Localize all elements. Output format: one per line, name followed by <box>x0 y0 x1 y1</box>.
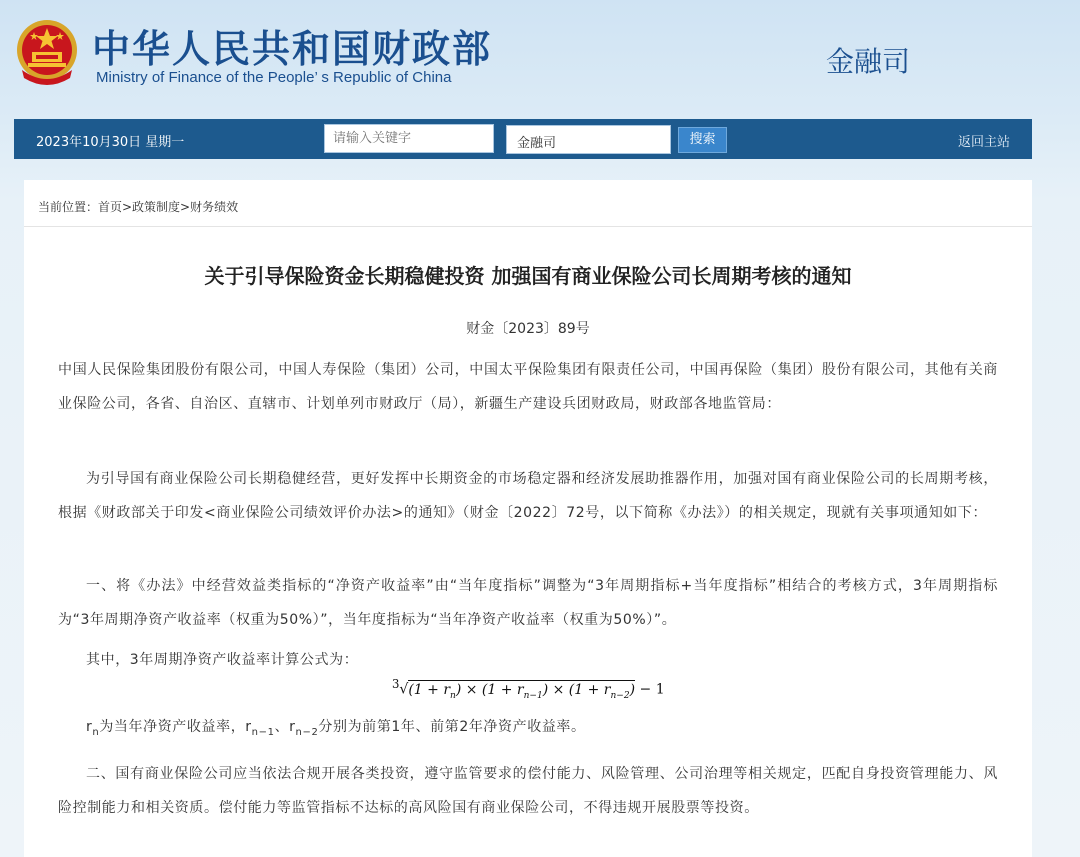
article-panel <box>24 180 1032 857</box>
clause-one-paragraph: 一、将《办法》中经营效益类指标的“净资产收益率”由“当年度指标”调整为“3年周期指标+当年度指标”相结合的考核方式，3年周期指标为“3年周期净资产收益率（权重为50%）”，当年度指标为“当年净资产收益率（权重为50%）”。 <box>58 578 998 628</box>
national-emblem-icon[interactable] <box>14 18 80 88</box>
formula-intro-paragraph: 其中，3年周期净资产收益率计算公式为： <box>86 652 359 668</box>
formula: $^3√(1 + r_n) \times (1 + r_{n-1}) \times (1 + r_{n-2}) - 1$ <box>392 677 665 701</box>
site-title-en[interactable]: Ministry of Finance of the People’ s Republic of China <box>96 69 452 86</box>
clause-two-paragraph: 二、国有商业保险公司应当依法合规开展各类投资，遵守监管要求的偿付能力、风险管理、公司治理等相关规定，匹配自身投资管理能力、风险控制能力和相关资质。偿付能力等监管指标不达标的高风险国有商业保险公司，不得违规开展股票等投资。 <box>58 766 998 816</box>
search-button[interactable]: 搜索 <box>678 127 727 153</box>
intro-paragraph: 为引导国有商业保险公司长期稳健经营，更好发挥中长期资金的市场稳定器和经济发展助推器作用，加强对国有商业保险公司的长周期考核，根据《财政部关于印发<商业保险公司绩效评价办法>的通知》（财金〔2022〕72号，以下简称《办法》）的相关规定，现就有关事项通知如下： <box>58 471 998 521</box>
search-scope-select[interactable]: 金融司 <box>506 125 671 154</box>
top-navbar <box>14 119 1032 159</box>
formula-explanation-paragraph: $r_n$为当年净资产收益率，$r_{n-1}$、$r_{n-2}$分别为前第1年、前第2年净资产收益率。 <box>86 719 586 738</box>
breadcrumb[interactable]: 当前位置：首页>政策制度>财务绩效 <box>38 200 239 214</box>
divider <box>24 226 1032 227</box>
department-name[interactable]: 金融司 <box>826 45 911 78</box>
site-title-cn[interactable]: 中华人民共和国财政部 <box>92 27 493 71</box>
page-title: 关于引导保险资金长期稳健投资 加强国有商业保险公司长周期考核的通知 <box>204 264 852 288</box>
site-header <box>0 0 1080 118</box>
return-home-link[interactable]: 返回主站 <box>957 135 1010 150</box>
current-date: 2023年10月30日 星期一 <box>36 135 185 150</box>
search-input[interactable] <box>324 124 494 153</box>
recipients-paragraph: 中国人民保险集团股份有限公司，中国人寿保险（集团）公司，中国太平保险集团有限责任公司，中国再保险（集团）股份有限公司，其他有关商业保险公司，各省、自治区、直辖市、计划单列市财政厅（局），新疆生产建设兵团财政局，财政部各地监管局： <box>58 362 998 412</box>
document-number: 财金〔2023〕89号 <box>466 321 590 337</box>
